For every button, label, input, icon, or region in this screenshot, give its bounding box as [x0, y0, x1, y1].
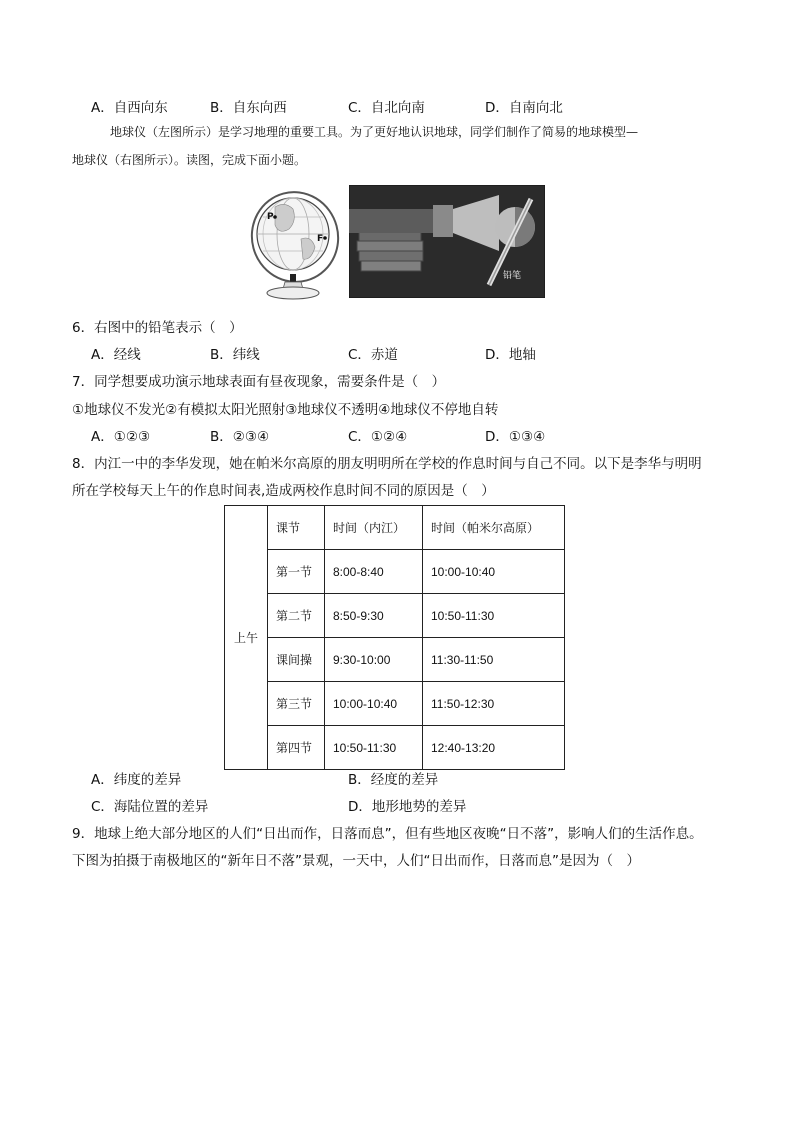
q5-option-a: A．自西向东: [91, 100, 168, 116]
table-row: [225, 594, 565, 638]
table-cell: 12:40-13:20: [423, 726, 565, 770]
globe-model-photo: [349, 185, 545, 298]
q7-option-a: A．①②③: [91, 429, 151, 445]
q6-option-a: A．经线: [91, 347, 141, 363]
q8-stem-line-1: 8．内江一中的李华发现，她在帕米尔高原的朋友明明所在学校的作息时间与自己不同。以下是李华与明明: [72, 456, 702, 472]
table-header: 时间（内江）: [325, 506, 423, 550]
table-group-cell: 上午: [225, 506, 268, 770]
table-cell: 10:00-10:40: [325, 682, 423, 726]
table-cell: 第三节: [268, 682, 325, 726]
table-row: [225, 550, 565, 594]
q7-option-d: D．①③④: [485, 429, 546, 445]
table-cell: 第四节: [268, 726, 325, 770]
intro-line-1: 地球仪（左图所示）是学习地理的重要工具。为了更好地认识地球，同学们制作了简易的地球模型—: [110, 125, 639, 139]
q6-option-b: B．纬线: [210, 347, 260, 363]
q5-option-b: B．自东向西: [210, 100, 287, 116]
q8-option-c: C．海陆位置的差异: [91, 799, 209, 815]
table-cell: 课间操: [268, 638, 325, 682]
pencil-label: 铅笔: [503, 271, 522, 281]
q8-option-d: D．地形地势的差异: [348, 799, 467, 815]
schedule-table: [224, 505, 565, 770]
q7-option-c: C．①②④: [348, 429, 408, 445]
table-row: [225, 638, 565, 682]
table-cell: 11:30-11:50: [423, 638, 565, 682]
table-cell: 8:00-8:40: [325, 550, 423, 594]
table-cell: 第二节: [268, 594, 325, 638]
globe-figure: [245, 177, 345, 303]
q5-option-d: D．自南向北: [485, 100, 563, 116]
table-cell: 9:30-10:00: [325, 638, 423, 682]
table-cell: 8:50-9:30: [325, 594, 423, 638]
globe-label-p: P: [267, 212, 274, 222]
table-row: [225, 682, 565, 726]
q9-line-1: 9．地球上绝大部分地区的人们“日出而作，日落而息”，但有些地区夜晚“日不落”，影响人们的生活作息。: [72, 826, 703, 842]
table-row: [225, 726, 565, 770]
table-cell: 11:50-12:30: [423, 682, 565, 726]
q6-option-d: D．地轴: [485, 347, 536, 363]
q6-option-c: C．赤道: [348, 347, 398, 363]
table-header: 时间（帕米尔高原）: [423, 506, 565, 550]
globe-label-f: F: [317, 234, 324, 244]
q6-stem: 6．右图中的铅笔表示（ ）: [72, 320, 243, 336]
q9-line-2: 下图为拍摄于南极地区的“新年日不落”景观，一天中，人们“日出而作，日落而息”是因为（ ）: [72, 853, 640, 869]
table-cell: 10:00-10:40: [423, 550, 565, 594]
table-header: 课节: [268, 506, 325, 550]
table-header-row: [225, 506, 565, 550]
q7-stem: 7．同学想要成功演示地球表面有昼夜现象，需要条件是（ ）: [72, 374, 446, 390]
q7-option-b: B．②③④: [210, 429, 270, 445]
table-cell: 10:50-11:30: [423, 594, 565, 638]
q5-option-c: C．自北向南: [348, 100, 425, 116]
q7-conditions: ①地球仪不发光②有模拟太阳光照射③地球仪不透明④地球仪不停地自转: [72, 402, 499, 418]
table-cell: 10:50-11:30: [325, 726, 423, 770]
intro-line-2: 地球仪（右图所示）。读图，完成下面小题。: [72, 153, 307, 167]
q8-option-b: B．经度的差异: [348, 772, 439, 788]
q8-stem-line-2: 所在学校每天上午的作息时间表,造成两校作息时间不同的原因是（ ）: [72, 483, 495, 499]
q8-option-a: A．纬度的差异: [91, 772, 182, 788]
table-cell: 第一节: [268, 550, 325, 594]
